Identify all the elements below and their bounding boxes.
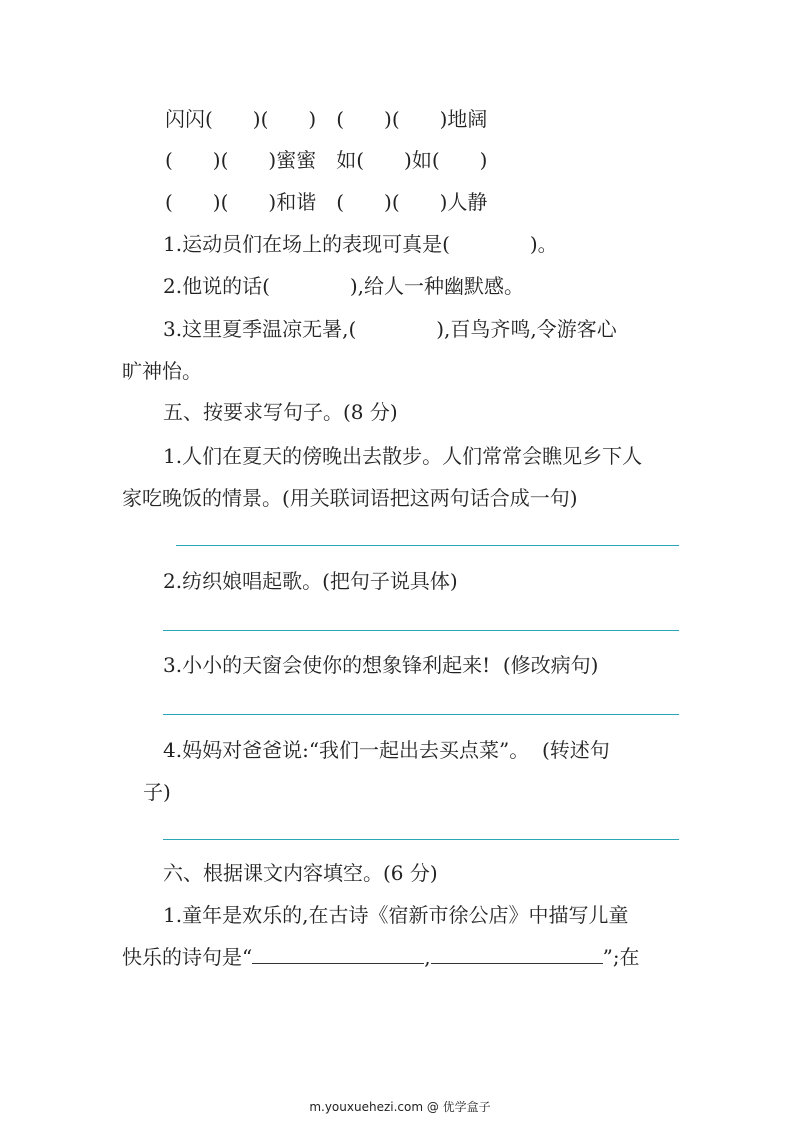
answer-line-4[interactable] xyxy=(163,839,679,840)
section-five-heading: 五、按要求写句子。(8 分) xyxy=(163,400,398,424)
question-1-line-1: 1.人们在夏天的傍晚出去散步。人们常常会瞧见乡下人 xyxy=(163,444,643,468)
poem-tail: ”;在 xyxy=(602,945,640,969)
question-4-line-1: 4.妈妈对爸爸说:“我们一起出去买点菜”。 (转述句 xyxy=(163,738,610,762)
fill-sentence-3: 3.这里夏季温凉无暑,( ),百鸟齐鸣,令游客心 xyxy=(163,317,617,341)
idiom-row-1: 闪闪( )( ) ( )( )地阔 xyxy=(165,107,488,131)
question-1-line-2: 家吃晚饭的情景。(用关联词语把这两句话合成一句) xyxy=(122,486,578,510)
fill-sentence-2: 2.他说的话( ),给人一种幽默感。 xyxy=(163,274,525,298)
section-six-heading: 六、根据课文内容填空。(6 分) xyxy=(163,861,438,885)
question-3: 3.小小的天窗会使你的想象锋利起来! (修改病句) xyxy=(163,653,599,677)
answer-line-1[interactable] xyxy=(176,545,679,546)
answer-line-2[interactable] xyxy=(163,630,679,631)
fill-sentence-3-cont: 旷神怡。 xyxy=(122,359,202,383)
idiom-row-3: ( )( )和谐 ( )( )人静 xyxy=(165,190,488,214)
poem-question-line-2 xyxy=(122,947,640,967)
poem-comma: , xyxy=(424,945,431,969)
question-2: 2.纺织娘唱起歌。(把句子说具体) xyxy=(163,569,458,593)
footer-watermark: m.youxuehezi.com @ 优学盒子 xyxy=(309,1100,491,1114)
poem-blank-2[interactable] xyxy=(431,947,603,964)
fill-sentence-1: 1.运动员们在场上的表现可真是( )。 xyxy=(163,232,558,256)
question-4-line-2: 子) xyxy=(143,780,171,804)
poem-label: 快乐的诗句是“ xyxy=(122,945,253,969)
poem-question-line-1: 1.童年是欢乐的,在古诗《宿新市徐公店》中描写儿童 xyxy=(163,903,629,927)
idiom-row-2: ( )( )蜜蜜 如( )如( ) xyxy=(165,148,488,172)
poem-blank-1[interactable] xyxy=(252,947,424,964)
answer-line-3[interactable] xyxy=(163,714,679,715)
